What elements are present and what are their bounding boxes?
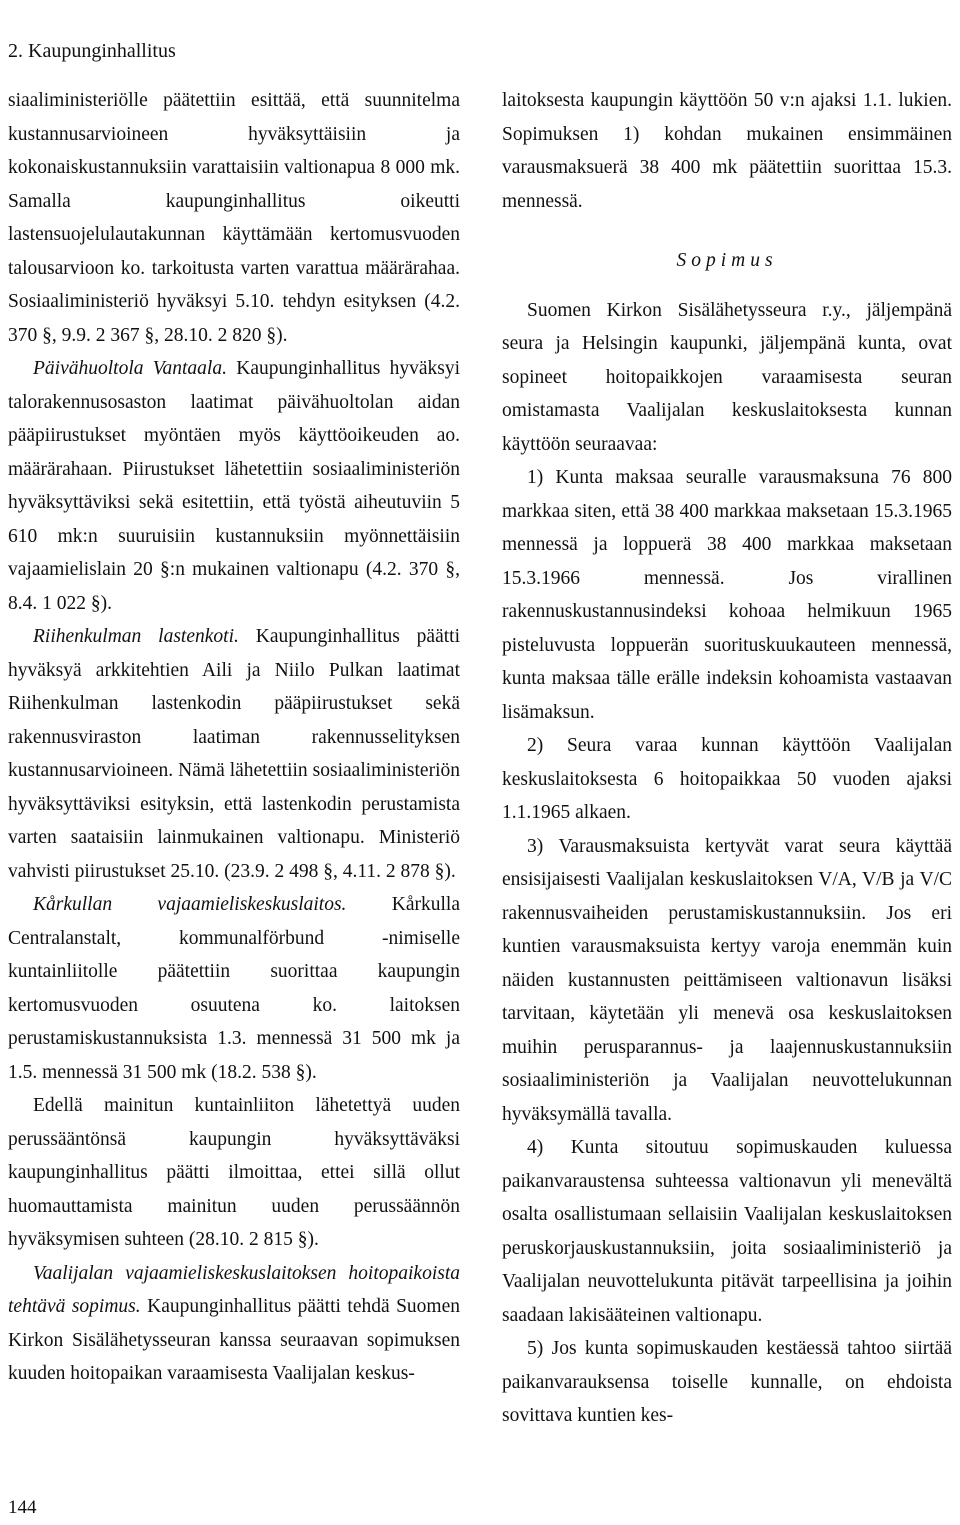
left-paragraph-3-text: Kaupunginhallitus päätti hyväksyä arkkitehtien Aili ja Niilo Pulkan laatimat Riihenkulman lastenkodin pääpiirustukset sekä rakennusviraston laatiman rakennusselityksen kustannusarvioineen. Nämä lähetettiin sosiaaliministeriön hyväksyttäviksi esityksin, että lastenkodin perustamista varten saataisiin lainmukainen valtionapu. Ministeriö vahvisti piirustukset 25.10. (23.9. 2 498 §, 4.11. 2 878 §). (8, 626, 460, 882)
chapter-header: 2. Kaupunginhallitus (8, 40, 176, 62)
contract-item-5: 5) Jos kunta sopimuskauden kestäessä tahtoo siirtää paikanvarauksensa toiselle kunnalle, on ehdoista sovittava kuntien kes- (502, 1338, 952, 1426)
right-column (502, 84, 952, 1433)
section-heading-paivahuoltola: Päivähuoltola Vantaala. (33, 358, 227, 379)
left-paragraph-2 (8, 352, 460, 620)
contract-item-3: 3) Varausmaksuista kertyvät varat seura käyttää ensisijaisesti Vaalijalan keskuslaitoksen V/A, V/B ja V/C rakennusvaiheiden perustamiskustannuksiin. Jos eri kuntien varausmaksuista kertyy varoja enemmän kuin näiden kustannusten peittämiseen valtionavun lisäksi tarvitaan, käytetään yli menevä osa keskuslaitoksen muihin perusparannus- ja laajennuskustannuksiin sosiaaliministeriön ja Vaalijalan neuvottelukunnan hyväksymällä tavalla. (502, 835, 952, 1125)
left-paragraph-6 (8, 1257, 460, 1391)
left-paragraph-6-text: Kaupunginhallitus päätti tehdä Suomen Kirkon Sisälähetysseuran kanssa seuraavan sopimuksen kuuden hoitopaikan varaamisesta Vaalijalan keskus- (8, 1296, 460, 1384)
left-paragraph-4-text: Kårkulla Centralanstalt, kommunalförbund -nimiselle kuntainliitolle päätettiin suorittaa kaupungin kertomusvuoden osuutena ko. laitoksen perustamiskustannuksista 1.3. mennessä 31 500 mk ja 1.5. mennessä 31 500 mk (18.2. 538 §). (8, 894, 460, 1083)
page-number: 144 (8, 1497, 37, 1518)
right-paragraph-2: Suomen Kirkon Sisälähetysseura r.y., jäljempänä seura ja Helsingin kaupunki, jäljempänä kunta, ovat sopineet hoitopaikkojen varaamisesta seuran omistamasta Vaalijalan keskuslaitoksesta kunnan käyttöön seuraavaa: (502, 299, 952, 455)
section-heading-karkulla: Kårkullan vajaamieliskeskuslaitos. (33, 894, 347, 915)
contract-item-1: 1) Kunta maksaa seuralle varausmaksuna 76 800 markkaa siten, että 38 400 markkaa maksetaan 15.3.1965 mennessä ja loppuerä 38 400 markkaa maksetaan 15.3.1966 mennessä. Jos virallinen rakennuskustannusindeksi kohoaa helmikuun 1965 pisteluvusta loppuerän suorituskuukauteen mennessä, kunta maksaa tälle erälle indeksin kohoamista vastaavan lisämaksun. (502, 467, 952, 723)
contract-item-4: 4) Kunta sitoutuu sopimuskauden kuluessa paikanvaraustensa suhteessa valtionavun yli menevältä osalta osallistumaan sellaisiin Vaalijalan keskuslaitoksen peruskorjauskustannuksiin, joita sosiaaliministeriö ja Vaalijalan neuvottelukunta pitävät tarpeellisina ja joihin saadaan lakisääteinen valtionapu. (502, 1137, 952, 1326)
left-paragraph-3 (8, 620, 460, 888)
contract-title: Sopimus (676, 250, 778, 271)
left-paragraph-1: siaaliministeriölle päätettiin esittää, että suunnitelma kustannusarvioineen hyväksyttäisiin ja kokonaiskustannuksiin varattaisiin valtionapua 8 000 mk. Samalla kaupunginhallitus oikeutti lastensuojelulautakunnan käyttämään kertomusvuoden talousarvioon ko. tarkoitusta varten varattua määrärahaa. Sosiaaliministeriö hyväksyi 5.10. tehdyn esityksen (4.2. 370 §, 9.9. 2 367 §, 28.10. 2 820 §). (8, 90, 460, 346)
section-heading-vaalijala: Vaalijalan vajaamieliskeskuslaitoksen hoitopaikoista tehtävä sopimus. (8, 1262, 460, 1317)
contract-item-2: 2) Seura varaa kunnan käyttöön Vaalijalan keskuslaitoksesta 6 hoitopaikkaa 50 vuoden ajaksi 1.1.1965 alkaen. (502, 735, 952, 823)
section-heading-riihenkulma: Riihenkulman lastenkoti. (33, 626, 239, 647)
left-paragraph-4 (8, 888, 460, 1089)
right-paragraph-1: laitoksesta kaupungin käyttöön 50 v:n ajaksi 1.1. lukien. Sopimuksen 1) kohdan mukainen ensimmäinen varausmaksuerä 38 400 mk päätettiin suorittaa 15.3. mennessä. (502, 90, 952, 212)
left-paragraph-2-text: Kaupunginhallitus hyväksyi talorakennusosaston laatimat päivähuoltolan aidan pääpiirustukset myöntäen myös käyttöoikeuden ao. määrärahaan. Piirustukset lähetettiin sosiaaliministeriön hyväksyttäviksi sekä esitettiin, että työstä aiheutuviin 5 610 mk:n suuruisiin kustannuksiin myönnettäisiin vajaamielislain 20 §:n mukainen valtionapu (4.2. 370 §, 8.4. 1 022 §). (8, 358, 461, 614)
left-paragraph-5: Edellä mainitun kuntainliiton lähetettyä uuden perussääntönsä kaupungin hyväksyttäväksi kaupunginhallitus päätti ilmoittaa, ettei sillä ollut huomauttamista mainitun uuden perussäännön hyväksymisen suhteen (28.10. 2 815 §). (8, 1095, 460, 1250)
left-column (8, 84, 460, 1391)
